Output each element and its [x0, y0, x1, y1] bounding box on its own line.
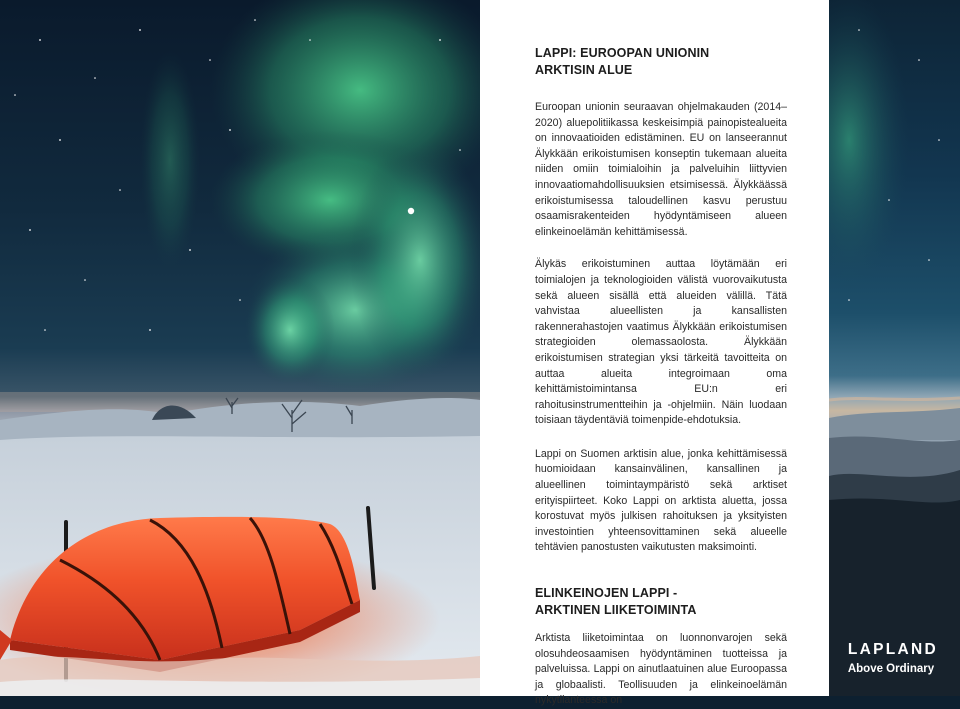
- paragraph-interaction: Älykäs erikoistuminen auttaa löytämään eri toimialojen ja teknologioiden välistä vuorovaikutusta sekä alueen sisällä että alueiden välillä. Tätä vahvistaa alueellisten ja kansallisten rakennerahastojen vaatimus Älykkään erikoistumisen strategioiden olemassaolosta. Älykkään erikoistumisen strategian yksi tärkeitä tavoitteita on auttaa alueita integroimaan oma kehittämistoimintansa EU:n eri rahoitusinstrumentteihin ja -ohjelmiin. Näin luodaan toisiaan täydentäviä toimenpide-ehdotuksia.: [535, 258, 787, 427]
- paragraph-arctic-lapland: Lappi on Suomen arktisin alue, jonka kehittämisessä huomioidaan kansainvälinen, kansallinen ja alueellinen toimintaympäristö sekä arktiset erityispiirteet. Koko Lappi on arktista aluetta, jossa korostuvat myös julkisen rahoituksen ja yksityisten investointien yhteensovittaminen sekä alueelle tehtävien panostusten vaikutusten maksimointi.: [535, 447, 787, 554]
- section-heading-eu-arctic: [535, 45, 787, 79]
- heading-line: ELINKEINOJEN LAPPI -: [535, 586, 678, 601]
- arctic-dusk-illustration: [829, 0, 960, 696]
- article-column: [480, 0, 829, 707]
- heading-line: ARKTINEN LIIKETOIMINTA: [535, 603, 697, 618]
- heading-line: ARKTISIN ALUE: [535, 63, 633, 77]
- lapland-brand-logo: [848, 641, 938, 677]
- arctic-dusk-photo: [829, 0, 960, 696]
- aurora: [140, 0, 480, 395]
- brand-tagline: Above Ordinary: [847, 663, 935, 675]
- aurora-tent-photo: [0, 0, 480, 696]
- heading-line: LAPPI: EUROOPAN UNIONIN: [535, 46, 710, 60]
- section-heading-arctic-business: [535, 585, 787, 619]
- paragraph-arctic-business: Arktista liiketoimintaa on luonnonvarojen sekä olosuhdeosaamisen hyödyntäminen tuotteissa ja palveluissa. Lappi on ainutlaatuinen alue Euroopassa ja globaalisti. Teollisuuden ja elinkeinoelämän nykytilanteessa on: [535, 632, 787, 707]
- aurora-tent-illustration: [0, 0, 480, 696]
- brand-name: LAPLAND: [847, 641, 938, 658]
- paragraph-smart-specialisation: Euroopan unionin seuraavan ohjelmakauden (2014–2020) aluepolitiikassa keskeisimpiä painopistealueita on innovaatioiden edistäminen. EU on lanseerannut Älykkään erikoistumisen konseptin tukemaan alueita niiden omiin toimialoihin ja palveluihin liittyvien innovaatiomahdollisuuksien etsimisessä. Älykkäässä erikoistumisessa taloudellinen kasvu perustuu osaamisrakenteiden hyödyntämiseen alueen elinkeinoelämän kehittämisessä.: [535, 101, 787, 238]
